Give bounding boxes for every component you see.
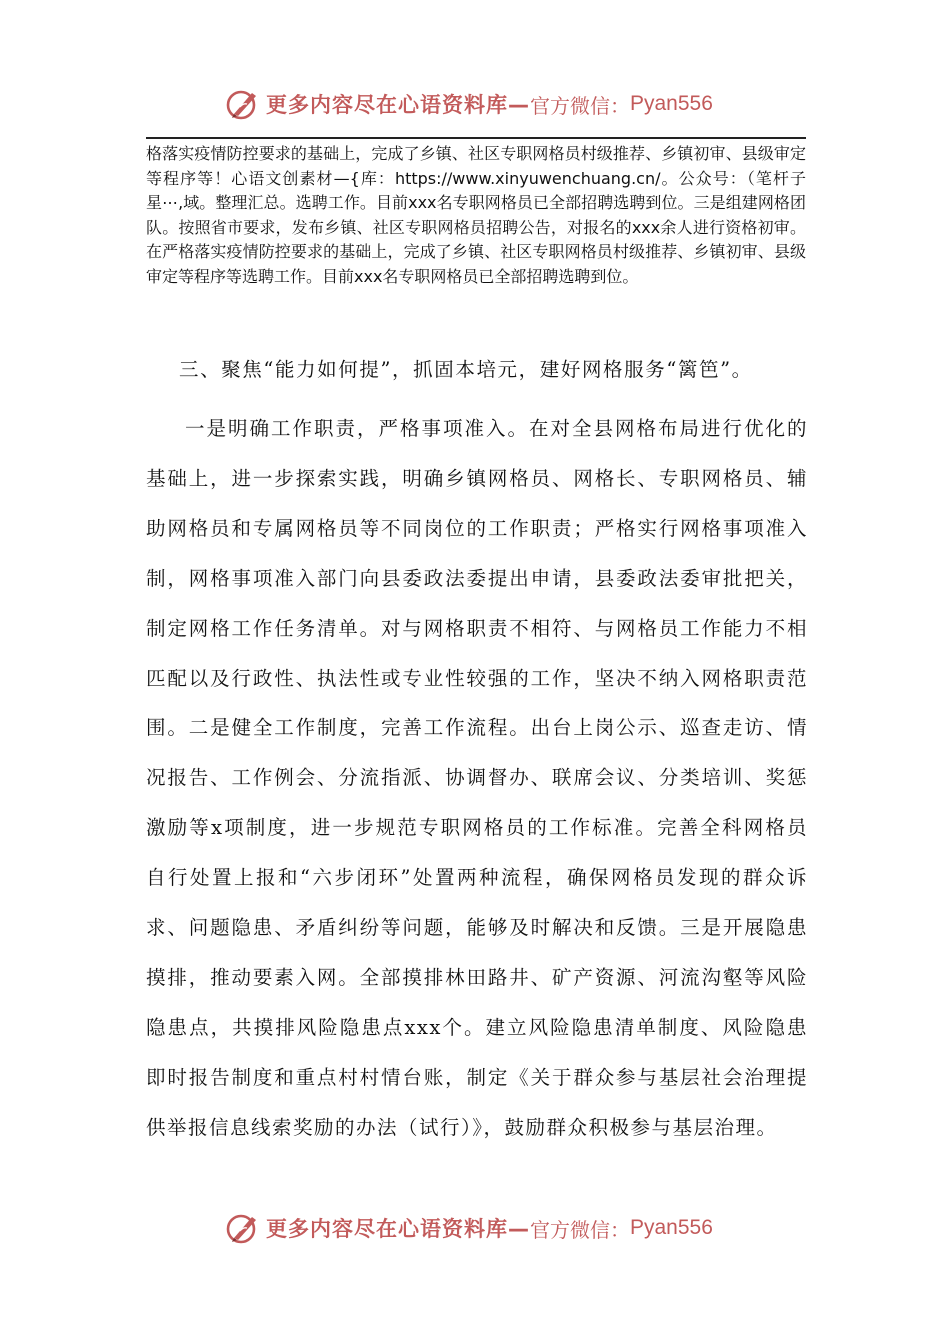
pen-logo-icon [226, 1211, 260, 1245]
continuation-paragraph: 格落实疫情防控要求的基础上，完成了乡镇、社区专职网格员村级推荐、乡镇初审、县级审定等程序等！心语文创素材—{库：https://www.xinyuwenchuang.cn/。公众号：（笔杆子星⋯,域。整理汇总。选聘工作。目前xxx名专职网格员已全部招聘选聘到位。三是组建网格团队。按照省市要求，发布乡镇、社区专职网格员招聘公告，对报名的xxx余人进行资格初审。在严格落实疫情防控要求的基础上，完成了乡镇、社区专职网格员村级推荐、乡镇初审、县级审定等程序等选聘工作。目前xxx名专职网格员已全部招聘选聘到位。 [146, 144, 806, 286]
footer-banner [226, 1208, 713, 1248]
section-heading-row [146, 352, 816, 388]
section-heading: 三、聚焦“能力如何提”，抓固本培元，建好网格服务“篱笆”。 [179, 358, 753, 381]
header-divider [146, 137, 806, 139]
header-promo-text: 更多内容尽在心语资料库— [266, 93, 530, 117]
body-paragraph: 一是明确工作职责，严格事项准入。在对全县网格布局进行优化的基础上，进一步探索实践，明确乡镇网格员、网格长、专职网格员、辅助网格员和专属网格员等不同岗位的工作职责；严格实行网格事项准入制，网格事项准入部门向县委政法委提出申请，县委政法委审批把关，制定网格工作任务清单。对与网格职责不相符、与网格员工作能力不相匹配以及行政性、执法性或专业性较强的工作，坚决不纳入网格职责范围。二是健全工作制度，完善工作流程。出台上岗公示、巡查走访、情况报告、工作例会、分流指派、协调督办、联席会议、分类培训、奖惩激励等x项制度，进一步规范专职网格员的工作标准。完善全科网格员自行处置上报和“六步闭环”处置两种流程，确保网格员发现的群众诉求、问题隐患、矛盾纠纷等问题，能够及时解决和反馈。三是开展隐患摸排，推动要素入网。全部摸排林田路井、矿产资源、河流沟壑等风险隐患点，共摸排风险隐患点xxx个。建立风险隐患清单制度、风险隐患即时报告制度和重点村村情台账，制定《关于群众参与基层社会治理提供举报信息线索奖励的办法（试行）》，鼓励群众积极参与基层治理。 [146, 417, 808, 1139]
body-block [146, 404, 808, 1153]
footer-promo-text: 更多内容尽在心语资料库— [266, 1217, 530, 1241]
footer-wechat-label: 官方微信： [530, 1217, 630, 1242]
header-banner [226, 84, 713, 124]
continuation-block [146, 142, 806, 289]
footer-wechat-id: Pyan556 [630, 1216, 713, 1239]
pen-logo-icon [226, 87, 260, 121]
header-wechat-label: 官方微信： [530, 93, 630, 118]
header-wechat-id: Pyan556 [630, 92, 713, 115]
